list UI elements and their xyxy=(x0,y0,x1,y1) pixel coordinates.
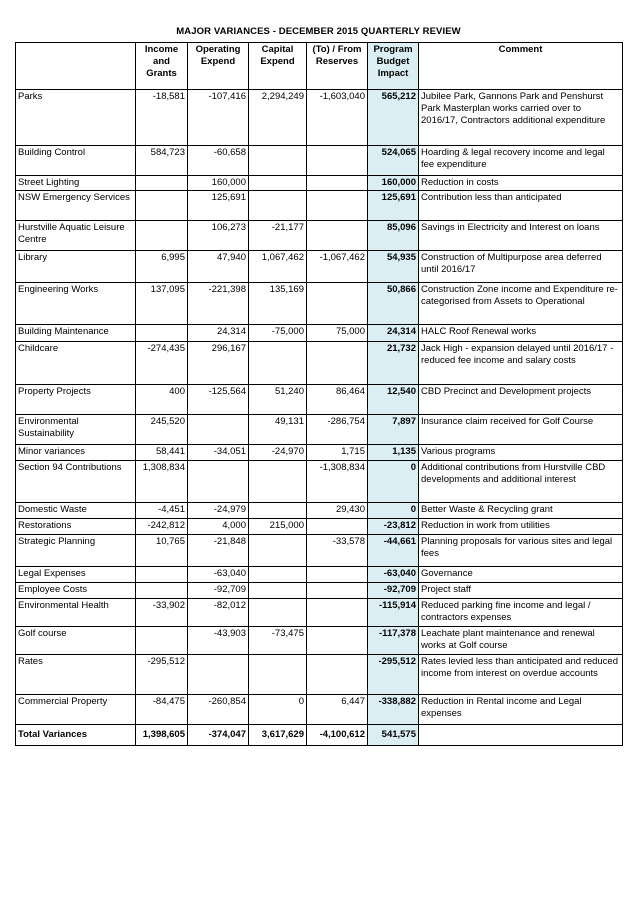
header-income: Income and Grants xyxy=(136,43,188,90)
header-impact: Program Budget Impact xyxy=(368,43,419,90)
row-comment: Hoarding & legal recovery income and legal fee expenditure xyxy=(419,146,623,176)
row-impact: -338,882 xyxy=(368,695,419,725)
table-header-row xyxy=(16,43,623,90)
row-operating: -21,848 xyxy=(188,535,249,567)
page-title: MAJOR VARIANCES - DECEMBER 2015 QUARTERLY REVIEW xyxy=(176,26,461,37)
row-comment: Construction of Multipurpose area deferred until 2016/17 xyxy=(419,251,623,283)
row-capital: 49,131 xyxy=(249,415,307,445)
row-capital: -73,475 xyxy=(249,627,307,655)
row-capital: -75,000 xyxy=(249,325,307,342)
row-comment: Various programs xyxy=(419,445,623,461)
variances-table xyxy=(15,42,623,746)
table-row xyxy=(16,599,623,627)
row-comment: Jack High - expansion delayed until 2016/17 - reduced fee income and salary costs xyxy=(419,342,623,385)
row-reserves xyxy=(307,567,368,583)
row-operating: 4,000 xyxy=(188,519,249,535)
row-impact: -63,040 xyxy=(368,567,419,583)
row-description: Strategic Planning xyxy=(16,535,136,567)
row-impact: -117,378 xyxy=(368,627,419,655)
table-row xyxy=(16,655,623,695)
row-description: Engineering Works xyxy=(16,283,136,325)
row-description: Environmental Sustainability xyxy=(16,415,136,445)
total-reserves: -4,100,612 xyxy=(307,725,368,746)
row-reserves xyxy=(307,176,368,191)
row-operating: 296,167 xyxy=(188,342,249,385)
row-operating: -43,903 xyxy=(188,627,249,655)
row-operating: -24,979 xyxy=(188,503,249,519)
row-impact: -92,709 xyxy=(368,583,419,599)
row-operating: 106,273 xyxy=(188,221,249,251)
row-impact: 565,212 xyxy=(368,90,419,146)
row-description: Section 94 Contributions xyxy=(16,461,136,503)
row-income: 6,995 xyxy=(136,251,188,283)
row-impact: 7,897 xyxy=(368,415,419,445)
total-income: 1,398,605 xyxy=(136,725,188,746)
row-income: -4,451 xyxy=(136,503,188,519)
row-capital xyxy=(249,535,307,567)
table-row xyxy=(16,283,623,325)
row-impact: -44,661 xyxy=(368,535,419,567)
table-row xyxy=(16,461,623,503)
row-impact: 1,135 xyxy=(368,445,419,461)
row-impact: 21,732 xyxy=(368,342,419,385)
row-reserves: -1,067,462 xyxy=(307,251,368,283)
row-description: Library xyxy=(16,251,136,283)
table-row xyxy=(16,695,623,725)
row-reserves xyxy=(307,655,368,695)
row-operating: -60,658 xyxy=(188,146,249,176)
row-comment: Leachate plant maintenance and renewal works at Golf course xyxy=(419,627,623,655)
row-reserves xyxy=(307,583,368,599)
row-comment: Insurance claim received for Golf Course xyxy=(419,415,623,445)
row-comment: Construction Zone income and Expenditure re-categorised from Assets to Operational xyxy=(419,283,623,325)
table-row xyxy=(16,415,623,445)
row-impact: -295,512 xyxy=(368,655,419,695)
row-comment: Project staff xyxy=(419,583,623,599)
row-income: 58,441 xyxy=(136,445,188,461)
row-impact: -115,914 xyxy=(368,599,419,627)
row-description: Golf course xyxy=(16,627,136,655)
row-income xyxy=(136,221,188,251)
row-description: Childcare xyxy=(16,342,136,385)
total-row xyxy=(16,725,623,746)
row-description: Building Control xyxy=(16,146,136,176)
row-operating: -82,012 xyxy=(188,599,249,627)
row-impact: 125,691 xyxy=(368,191,419,221)
row-capital: -21,177 xyxy=(249,221,307,251)
header-reserves: (To) / From Reserves xyxy=(307,43,368,90)
row-operating: -63,040 xyxy=(188,567,249,583)
table-row xyxy=(16,221,623,251)
row-income xyxy=(136,583,188,599)
row-income: -33,902 xyxy=(136,599,188,627)
total-operating: -374,047 xyxy=(188,725,249,746)
row-reserves: -1,308,834 xyxy=(307,461,368,503)
row-comment: Jubilee Park, Gannons Park and Penshurst Park Masterplan works carried over to 2016/17, Contractors additional expenditure xyxy=(419,90,623,146)
row-reserves: 6,447 xyxy=(307,695,368,725)
row-income: 1,308,834 xyxy=(136,461,188,503)
row-comment: HALC Roof Renewal works xyxy=(419,325,623,342)
row-income xyxy=(136,191,188,221)
row-income: 137,095 xyxy=(136,283,188,325)
row-comment: Governance xyxy=(419,567,623,583)
table-row xyxy=(16,583,623,599)
row-operating xyxy=(188,415,249,445)
row-income: -84,475 xyxy=(136,695,188,725)
total-comment xyxy=(419,725,623,746)
row-description: Street Lighting xyxy=(16,176,136,191)
table-row xyxy=(16,325,623,342)
header-operating: Operating Expend xyxy=(188,43,249,90)
header-comment: Comment xyxy=(419,43,623,90)
row-impact: 50,866 xyxy=(368,283,419,325)
row-capital: 135,169 xyxy=(249,283,307,325)
row-reserves: 29,430 xyxy=(307,503,368,519)
row-operating: -221,398 xyxy=(188,283,249,325)
row-reserves xyxy=(307,627,368,655)
row-operating: -92,709 xyxy=(188,583,249,599)
row-operating xyxy=(188,461,249,503)
total-capital: 3,617,629 xyxy=(249,725,307,746)
table-row xyxy=(16,519,623,535)
row-capital xyxy=(249,599,307,627)
table-row xyxy=(16,191,623,221)
row-income: -274,435 xyxy=(136,342,188,385)
table-body xyxy=(16,90,623,725)
row-reserves: -1,603,040 xyxy=(307,90,368,146)
row-operating: -125,564 xyxy=(188,385,249,415)
row-income: -18,581 xyxy=(136,90,188,146)
row-impact: 0 xyxy=(368,503,419,519)
row-reserves xyxy=(307,342,368,385)
row-comment: Reduction in costs xyxy=(419,176,623,191)
row-capital: 0 xyxy=(249,695,307,725)
row-income: 245,520 xyxy=(136,415,188,445)
row-comment: Planning proposals for various sites and legal fees xyxy=(419,535,623,567)
row-capital xyxy=(249,583,307,599)
row-description: Property Projects xyxy=(16,385,136,415)
row-description: Parks xyxy=(16,90,136,146)
row-description: Environmental Health xyxy=(16,599,136,627)
row-capital: 2,294,249 xyxy=(249,90,307,146)
row-capital xyxy=(249,567,307,583)
table-row xyxy=(16,445,623,461)
row-income: -295,512 xyxy=(136,655,188,695)
row-comment: Rates levied less than anticipated and reduced income from interest on overdue accounts xyxy=(419,655,623,695)
row-reserves xyxy=(307,283,368,325)
row-operating: 160,000 xyxy=(188,176,249,191)
table-row xyxy=(16,503,623,519)
row-income xyxy=(136,627,188,655)
row-capital: 1,067,462 xyxy=(249,251,307,283)
header-capital: Capital Expend xyxy=(249,43,307,90)
row-reserves xyxy=(307,519,368,535)
row-capital xyxy=(249,176,307,191)
row-income xyxy=(136,176,188,191)
table-row xyxy=(16,627,623,655)
header-description xyxy=(16,43,136,90)
row-reserves xyxy=(307,221,368,251)
row-capital xyxy=(249,191,307,221)
row-impact: 12,540 xyxy=(368,385,419,415)
row-impact: 0 xyxy=(368,461,419,503)
row-operating: 24,314 xyxy=(188,325,249,342)
row-income: 10,765 xyxy=(136,535,188,567)
row-impact: 160,000 xyxy=(368,176,419,191)
row-comment: Reduction in Rental income and Legal expenses xyxy=(419,695,623,725)
row-operating xyxy=(188,655,249,695)
row-impact: 54,935 xyxy=(368,251,419,283)
row-description: Building Maintenance xyxy=(16,325,136,342)
row-reserves: 75,000 xyxy=(307,325,368,342)
row-comment: Better Waste & Recycling grant xyxy=(419,503,623,519)
row-impact: -23,812 xyxy=(368,519,419,535)
row-description: Rates xyxy=(16,655,136,695)
table-row xyxy=(16,342,623,385)
row-reserves: 1,715 xyxy=(307,445,368,461)
row-income: 584,723 xyxy=(136,146,188,176)
row-description: Employee Costs xyxy=(16,583,136,599)
row-comment: Contribution less than anticipated xyxy=(419,191,623,221)
row-impact: 24,314 xyxy=(368,325,419,342)
row-impact: 85,096 xyxy=(368,221,419,251)
total-label: Total Variances xyxy=(16,725,136,746)
row-capital: 215,000 xyxy=(249,519,307,535)
row-capital xyxy=(249,461,307,503)
total-impact: 541,575 xyxy=(368,725,419,746)
row-income: -242,812 xyxy=(136,519,188,535)
row-capital: 51,240 xyxy=(249,385,307,415)
row-description: Hurstville Aquatic Leisure Centre xyxy=(16,221,136,251)
row-capital xyxy=(249,342,307,385)
row-income: 400 xyxy=(136,385,188,415)
row-capital xyxy=(249,655,307,695)
row-capital xyxy=(249,146,307,176)
table-row xyxy=(16,251,623,283)
row-comment: Additional contributions from Hurstville CBD developments and additional interest xyxy=(419,461,623,503)
row-impact: 524,065 xyxy=(368,146,419,176)
row-description: NSW Emergency Services xyxy=(16,191,136,221)
row-description: Legal Expenses xyxy=(16,567,136,583)
row-capital: -24,970 xyxy=(249,445,307,461)
row-description: Commercial Property xyxy=(16,695,136,725)
row-operating: -34,051 xyxy=(188,445,249,461)
row-reserves: 86,464 xyxy=(307,385,368,415)
row-operating: -107,416 xyxy=(188,90,249,146)
row-capital xyxy=(249,503,307,519)
row-income xyxy=(136,325,188,342)
row-operating: 47,940 xyxy=(188,251,249,283)
row-income xyxy=(136,567,188,583)
row-description: Domestic Waste xyxy=(16,503,136,519)
row-comment: CBD Precinct and Development projects xyxy=(419,385,623,415)
row-description: Minor variances xyxy=(16,445,136,461)
row-comment: Reduced parking fine income and legal / contractors expenses xyxy=(419,599,623,627)
row-reserves: -33,578 xyxy=(307,535,368,567)
row-comment: Savings in Electricity and Interest on loans xyxy=(419,221,623,251)
table-row xyxy=(16,385,623,415)
table-row xyxy=(16,535,623,567)
row-operating: -260,854 xyxy=(188,695,249,725)
row-reserves xyxy=(307,191,368,221)
row-reserves: -286,754 xyxy=(307,415,368,445)
table-row xyxy=(16,90,623,146)
row-reserves xyxy=(307,146,368,176)
table-row xyxy=(16,176,623,191)
table-row xyxy=(16,567,623,583)
row-comment: Reduction in work from utilities xyxy=(419,519,623,535)
row-reserves xyxy=(307,599,368,627)
table-row xyxy=(16,146,623,176)
row-description: Restorations xyxy=(16,519,136,535)
row-operating: 125,691 xyxy=(188,191,249,221)
